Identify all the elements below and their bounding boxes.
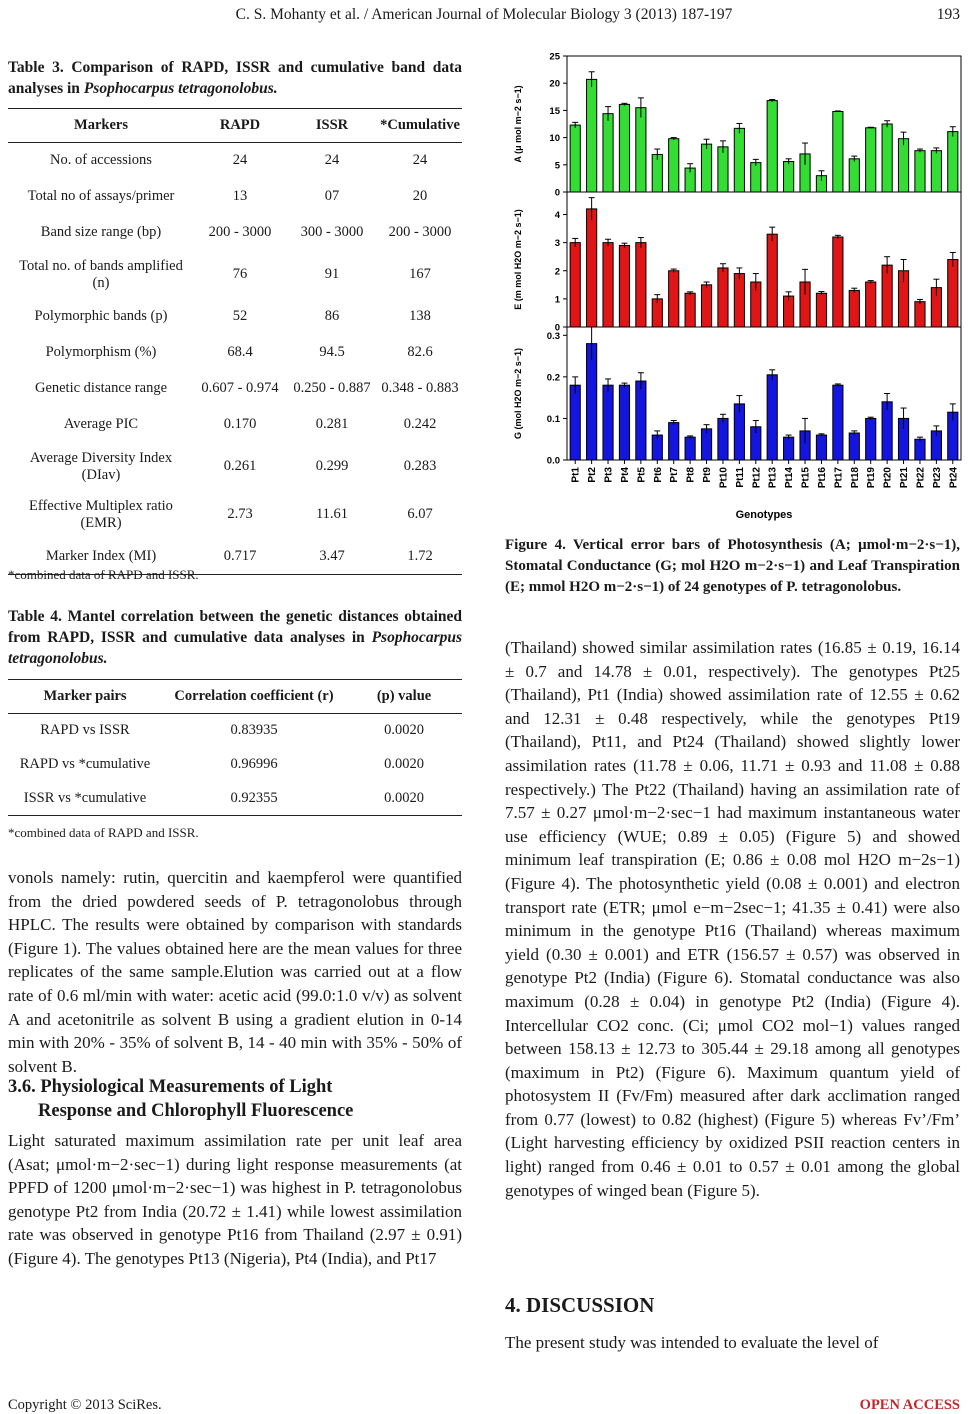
table3-cell: 138 [409, 308, 431, 324]
table3-cell: 07 [324, 188, 340, 204]
table3-header-rapd: RAPD [194, 109, 286, 143]
table3-row [8, 443, 462, 491]
table3-caption-species: Psophocarpus tetragonolobus. [83, 80, 278, 97]
x-tick-label: Pt16 [816, 467, 828, 489]
table3-footnote: *combined data of RAPD and ISSR. [8, 567, 199, 582]
bar [816, 293, 826, 327]
bar [652, 154, 662, 192]
x-tick-label: Pt5 [636, 467, 648, 483]
bar [734, 404, 744, 460]
x-tick-label: Pt3 [603, 467, 615, 483]
table3-row [8, 407, 462, 443]
x-tick-label: Pt22 [915, 467, 927, 489]
bar [587, 209, 597, 327]
figure4-chart [505, 46, 968, 530]
bar [603, 243, 613, 327]
bar [636, 381, 646, 460]
bar [849, 159, 859, 192]
bar [767, 101, 777, 192]
table3-cell: 52 [232, 308, 248, 324]
table4-row [8, 782, 462, 816]
table3-cell: Total no. of bands amplified (n) [19, 257, 183, 291]
bar [866, 418, 876, 460]
bar [718, 268, 728, 327]
table4-cell: RAPD vs ISSR [40, 722, 130, 739]
section-3-6-heading: 3.6. Physiological Measurements of Light Response and Chlorophyll Fluorescence [8, 1077, 354, 1121]
table3-header-row [8, 109, 462, 143]
table3-header-markers: Markers [8, 109, 194, 143]
running-header [0, 4, 968, 28]
bar [816, 435, 826, 460]
table3-cell: No. of accessions [50, 152, 152, 169]
bar [636, 108, 646, 192]
table3-row [8, 143, 462, 179]
bar [587, 79, 597, 192]
bar [915, 439, 925, 460]
bar [619, 245, 629, 327]
bar [669, 271, 679, 327]
bar [701, 144, 711, 192]
table3-cell: 3.47 [286, 539, 378, 575]
y-tick-label: 0 [554, 187, 560, 199]
bar [570, 243, 580, 327]
bar [784, 162, 794, 192]
x-tick-label: Pt19 [866, 467, 878, 489]
table3-cell: 6.07 [407, 506, 433, 522]
body-paragraph-assimilation: Light saturated maximum assimilation rate per unit leaf area (Asat; μmol·m−2·sec−1) during light response measurements (at PPFD of 1200 μmol·m−2·sec−1) was highest in P. tetragonolobus genotype Pt2 from India (20.72 ± 1.41) while lowest assimilation rate was observed in genotype Pt16 from Thailand (2.97 ± 0.91) (Figure 4). The genotypes Pt13 (Nigeria), Pt4 (India), and Pt17 [8, 1131, 462, 1268]
table3-cell: 24 [412, 152, 428, 169]
x-tick-label: Pt1 [570, 467, 582, 483]
table4-cell: 0.83935 [230, 722, 278, 739]
bar [849, 290, 859, 327]
bar [669, 423, 679, 460]
bar [866, 282, 876, 327]
bar [767, 375, 777, 460]
body-paragraph-discussion: The present study was intended to evaluate the level of [505, 1333, 879, 1352]
x-tick-label: Pt21 [899, 467, 911, 489]
table4-cell: 0.0020 [384, 756, 424, 772]
table3-cell: 11.61 [315, 506, 349, 522]
table3-cell: 200 - 3000 [208, 224, 272, 240]
table3-cell: 0.717 [194, 539, 286, 575]
bar [784, 296, 794, 327]
table4-cell: 0.0020 [384, 722, 424, 739]
table3-grid [8, 108, 462, 575]
table4-row [8, 748, 462, 782]
table4-cell: 0.96996 [230, 756, 278, 772]
bar [619, 385, 629, 460]
y-tick-label: 2 [554, 266, 560, 278]
bar [948, 132, 958, 192]
bar [898, 139, 908, 192]
bar [718, 147, 728, 192]
x-tick-label: Pt12 [751, 467, 763, 489]
x-tick-label: Pt8 [685, 467, 697, 483]
table3-header-cumulative: *Cumulative [378, 109, 462, 143]
table4-cell: RAPD vs *cumulative [19, 756, 151, 772]
y-axis-label: G (mol H2O m−2 s−1) [513, 347, 523, 440]
footer-copyright: Copyright © 2013 SciRes. [8, 1397, 162, 1413]
y-tick-label: 0.0 [546, 455, 560, 467]
bar [701, 429, 711, 460]
table4-header-pvalue: (p) value [346, 680, 462, 714]
table3-cell: 24 [232, 152, 248, 169]
bar [603, 385, 613, 460]
bar [734, 274, 744, 327]
table4-caption-species: Psophocarpus tetragonolobus. [8, 629, 462, 667]
x-tick-label: Pt24 [948, 467, 960, 489]
bar [915, 151, 925, 192]
y-tick-label: 10 [549, 133, 560, 145]
body-paragraph-hplc: vonols namely: rutin, quercitin and kaempferol were quantified from the dried powdered seeds of P. tetragonolobus through HPLC. The results were obtained by comparison with standards (Figure 1). The values obtained here are the mean values for three replicates of the same sample.Elution was carried out at a flow rate of 0.6 ml/min with water: acetic acid (99.0:1.0 v/v) as solvent A and acetonitrile as solvent B using a gradient elution in 0-14 min with 20% - 35% of solvent B, 14 - 40 min with 35% - 50% of solvent B. [8, 868, 462, 1076]
bar [570, 125, 580, 192]
bar [751, 163, 761, 192]
bar [603, 114, 613, 192]
table3-cell: 94.5 [319, 344, 345, 360]
bar [619, 104, 629, 192]
table3-cell: 300 - 3000 [300, 224, 364, 240]
table3-cell: 2.73 [227, 506, 253, 522]
table3-cell: 86 [324, 308, 340, 324]
bar [734, 128, 744, 192]
table3-cell: 68.4 [227, 344, 253, 360]
table3-cell: 167 [409, 266, 431, 282]
figure4-caption: Figure 4. Vertical error bars of Photosynthesis (A; μmol·m−2·s−1), Stomatal Conductance (G; mol H2O m−2·s−1) and Leaf Transpiration (E; mmol H2O m−2·s−1) of 24 genotypes of P. tetragonolobus. [505, 537, 960, 595]
x-axis-label: Genotypes [735, 509, 793, 521]
table3-row [8, 251, 462, 299]
table4-cell: 0.0020 [346, 782, 462, 816]
table3-cell: 76 [232, 266, 248, 282]
table3-cell: 24 [324, 152, 340, 169]
x-tick-label: Pt10 [718, 467, 730, 489]
x-tick-label: Pt9 [702, 467, 714, 483]
table3-cell: 0.281 [315, 416, 349, 432]
bar [833, 237, 843, 327]
bar [636, 243, 646, 327]
bar [849, 433, 859, 460]
bar [587, 344, 597, 460]
bar [833, 385, 843, 460]
table4-cell: 0.92355 [162, 782, 346, 816]
table3-row [8, 491, 462, 539]
y-tick-label: 15 [549, 105, 560, 117]
table3-cell: 0.299 [315, 458, 349, 474]
table4-header-row [8, 680, 462, 714]
table3-cell: Polymorphic bands (p) [34, 308, 168, 324]
table3-cell: Total no of assays/primer [27, 188, 175, 204]
bar [701, 285, 711, 327]
figure4 [505, 46, 968, 530]
table3-cell: Polymorphism (%) [45, 344, 157, 360]
table3-cell: 200 - 3000 [388, 224, 452, 240]
page-number: 193 [936, 6, 960, 23]
bar [866, 128, 876, 192]
table3-cell: 91 [324, 266, 340, 282]
table3-cell: 13 [232, 188, 248, 204]
table3-cell: 0.348 - 0.883 [381, 380, 459, 396]
body-paragraph-results: (Thailand) showed similar assimilation rates (16.85 ± 0.19, 16.14 ± 0.7 and 14.78 ± 0.01, respectively). The genotypes Pt25 (Thailand), Pt1 (India) showed assimilation rate of 12.55 ± 0.62 and 12.31 ± 0.48 respectively, while the genotypes Pt19 (Thailand), Pt11, and Pt24 (Thailand) showed slightly lower assimilation rates (11.78 ± 0.06, 11.71 ± 0.93 and 11.08 ± 0.88 respectively.) The Pt22 (Thailand) having an assimilation rate of 7.57 ± 0.27 μmol·m−2·sec−1 had maximum instantaneous water use efficiency (WUE; 0.89 ± 0.05) (Figure 5) and showed minimum leaf transpiration (E; 0.86 ± 0.08 mol H2O m−2s−1) (Figure 4). The photosynthetic yield (0.08 ± 0.001) and electron transport rate (ETR; μmol e−m−2sec−1; 41.35 ± 0.41) were also minimum in the genotype Pt16 (Thailand) whereas maximum yield (0.30 ± 0.001) and ETR (156.57 ± 0.57) was observed in genotype Pt2 (India) (Figure 6). Stomatal conductance was also maximum (0.28 ± 0.04) in genotype Pt2 (India) (Figure 4). Intercellular CO2 conc. (Ci; μmol CO2 mol−1) values ranged between 158.13 ± 12.73 to 305.44 ± 29.18 among all genotypes (maximum in Pt2) (Figure 6). Maximum quantum yield of photosystem II (Fv/Fm) measured after dark acclimation ranged from 0.77 (lowest) to 0.82 (highest) (Figure 5) whereas Fv’/Fm’ (Light harvesting efficiency by oxidized PSII reaction centers in light) ranged from 0.46 ± 0.01 to 0.57 ± 0.01 among the global genotypes of winged bean (Figure 5). [505, 638, 960, 1200]
table3-cell: 0.607 - 0.974 [201, 380, 279, 396]
y-axis-label: E (m mol H2O m−2 s−1) [513, 209, 523, 310]
y-tick-label: 0.1 [546, 413, 560, 425]
table3-cell: 0.250 - 0.887 [293, 380, 371, 396]
table4-cell: ISSR vs *cumulative [8, 782, 162, 816]
table3-caption: Table 3. Comparison of RAPD, ISSR and cumulative band data analyses in Psophocarpus tetragonolobus. [8, 59, 462, 97]
bar [882, 265, 892, 327]
table3-cell: 0.242 [403, 416, 437, 432]
x-tick-label: Pt11 [734, 467, 746, 488]
bar [685, 293, 695, 327]
table3-cell: Marker Index (MI) [8, 539, 194, 575]
table3-cell: 0.170 [223, 416, 257, 432]
y-axis-label: A (μ mol m−2 s−1) [513, 85, 523, 163]
bar [882, 124, 892, 192]
table4 [8, 679, 462, 816]
table3-cell: Genetic distance range [34, 380, 168, 396]
running-title: C. S. Mohanty et al. / American Journal of Molecular Biology 3 (2013) 187-197 [235, 6, 733, 23]
table3-cell: Average PIC [63, 416, 139, 432]
y-tick-label: 3 [554, 238, 560, 250]
table3 [8, 108, 462, 575]
table4-row [8, 714, 462, 748]
x-tick-label: Pt23 [931, 467, 943, 489]
table4-header-pairs: Marker pairs [8, 680, 162, 714]
x-tick-label: Pt2 [587, 467, 599, 483]
bar [767, 234, 777, 327]
bar [784, 437, 794, 460]
bar [931, 151, 941, 192]
bar [948, 260, 958, 328]
x-tick-label: Pt18 [849, 467, 861, 489]
table4-header-coefficient: Correlation coefficient (r) [162, 680, 346, 714]
x-tick-label: Pt7 [669, 467, 681, 483]
x-tick-label: Pt6 [652, 467, 664, 483]
table3-cell: 20 [412, 188, 428, 204]
y-tick-label: 5 [554, 160, 560, 172]
x-tick-label: Pt4 [619, 467, 631, 483]
table3-row [8, 371, 462, 407]
y-tick-label: 0.2 [546, 372, 560, 384]
table3-cell: 1.72 [378, 539, 462, 575]
x-tick-label: Pt20 [882, 467, 894, 489]
x-tick-label: Pt14 [784, 467, 796, 489]
y-tick-label: 0 [554, 322, 560, 334]
y-tick-label: 1 [554, 294, 560, 306]
table3-header-issr: ISSR [286, 109, 378, 143]
table3-cell: 82.6 [407, 344, 433, 360]
bar [718, 418, 728, 460]
table3-cell: Band size range (bp) [40, 224, 162, 240]
table3-row [8, 215, 462, 251]
y-tick-label: 20 [549, 78, 560, 90]
table3-cell: 0.283 [403, 458, 437, 474]
x-tick-label: Pt17 [833, 467, 845, 489]
x-tick-label: Pt13 [767, 467, 779, 489]
y-tick-label: 4 [554, 210, 560, 221]
table3-row [8, 335, 462, 371]
y-tick-label: 25 [549, 51, 560, 63]
table3-row [8, 179, 462, 215]
table4-caption: Table 4. Mantel correlation between the genetic distances obtained from RAPD, ISSR and cumulative data analyses in Psophocarpus tetragonolobus. [8, 608, 462, 667]
bar [570, 385, 580, 460]
footer-open-access: OPEN ACCESS [859, 1397, 960, 1413]
bar [685, 437, 695, 460]
y-tick-label: 0.3 [546, 330, 560, 342]
bar [882, 402, 892, 460]
table3-row [8, 299, 462, 335]
table3-cell: Average Diversity Index (DIav) [29, 449, 173, 483]
table4-footnote: *combined data of RAPD and ISSR. [8, 825, 199, 840]
table3-cell: Effective Multiplex ratio (EMR) [29, 497, 173, 531]
table4-grid [8, 679, 462, 816]
bar [915, 302, 925, 327]
bar [833, 111, 843, 192]
x-tick-label: Pt15 [800, 467, 812, 489]
table3-cell: 0.261 [223, 458, 257, 474]
discussion-heading: 4. DISCUSSION [505, 1293, 655, 1317]
bar [669, 139, 679, 192]
